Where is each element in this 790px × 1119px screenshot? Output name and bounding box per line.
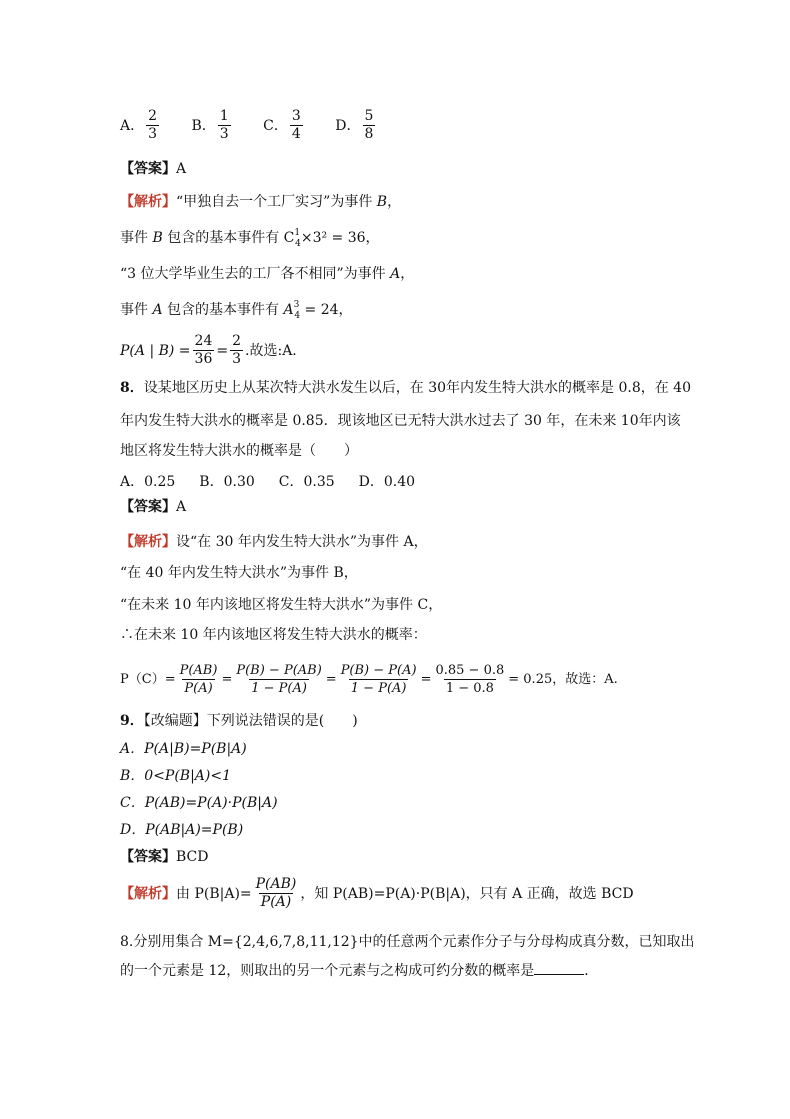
equals: =: [325, 671, 337, 687]
text: 事件: [120, 302, 153, 318]
equals: =: [221, 671, 233, 687]
analysis-text: 设“在 30 年内发生特大洪水”为事件 A，: [176, 534, 428, 550]
fraction: [178, 662, 220, 697]
text: .故选:A.: [245, 342, 297, 359]
denominator: P(A): [184, 681, 213, 696]
option-a: A．0.25: [120, 474, 176, 490]
fraction: [254, 876, 299, 911]
q7-analysis-line2: [120, 228, 380, 250]
numerator: 3: [291, 108, 301, 124]
variable: A: [152, 302, 163, 318]
option-letter: B．: [191, 117, 216, 134]
q8-analysis-line3: [120, 595, 442, 615]
numerator: 5: [364, 108, 374, 124]
numerator: P(AB): [255, 876, 297, 892]
q7-option-a: [120, 108, 161, 143]
text: = 24，: [300, 302, 353, 318]
q8-analysis-line1: [120, 532, 428, 552]
option-letter: C．: [263, 117, 288, 134]
numerator: 2: [232, 333, 242, 349]
q7-options: [120, 108, 403, 143]
option-b: B．0.30: [199, 474, 255, 490]
numerator: P(B) − P(AB): [236, 663, 322, 678]
answer-value: BCD: [176, 849, 209, 865]
denominator: P(A): [260, 894, 292, 910]
question-text: 设某地区历史上从某次特大洪水发生以后，在 30年内发生特大洪水的概率是 0.8，在 40: [143, 380, 691, 396]
option-d: D．0.40: [358, 474, 416, 490]
fraction: [230, 333, 243, 368]
option-c: C．0.35: [278, 474, 335, 490]
q7-analysis-line3: “3 位大学毕业生去的工厂各不相同”为事件 A，: [120, 266, 415, 282]
q9-option-a: A．P(A|B)=P(B|A): [120, 741, 247, 757]
denominator: 3: [148, 126, 158, 142]
q9-stem: [120, 711, 358, 731]
q8-stem-line3: [120, 441, 358, 461]
denominator: 1 − P(A): [350, 681, 407, 696]
q9-option-d: D．P(AB|A)=P(B): [120, 822, 244, 838]
q8-analysis-line2: [120, 563, 358, 583]
fraction: [339, 662, 419, 697]
text: ×3² = 36，: [300, 230, 380, 246]
denominator: 3: [232, 351, 242, 367]
text: 包含的基本事件有: [162, 230, 284, 246]
text: ．: [584, 963, 599, 979]
answer-tag: 【答案】: [120, 849, 176, 865]
question-number: 9．: [120, 713, 144, 729]
fraction: [234, 662, 323, 697]
q8-answer: [120, 497, 186, 517]
numerator: 24: [194, 333, 213, 349]
fraction: [193, 333, 215, 368]
answer-tag: 【答案】: [120, 161, 176, 177]
subscript: 4: [294, 311, 301, 321]
q10-stem-line2: [120, 960, 598, 981]
q8-formula: [120, 662, 618, 697]
q8-stem-line1: [120, 378, 691, 398]
answer-tag: 【答案】: [120, 499, 176, 515]
subscript: 4: [295, 239, 301, 249]
q9-answer: [120, 847, 208, 867]
denominator: 1 − P(A): [251, 681, 307, 696]
denominator: 8: [364, 126, 374, 142]
arrangement-symbol: A: [283, 302, 294, 318]
text: 包含的基本事件有: [162, 302, 284, 318]
q9-option-b: B．0<P(B|A)<1: [120, 768, 232, 784]
numerator: P(AB): [179, 663, 218, 678]
text: ，知 P(AB)=P(A)·P(B|A)，只有 A 正确，故选 BCD: [300, 885, 634, 902]
q7-option-d: [335, 108, 377, 143]
question-number: 8．: [120, 380, 144, 396]
q7-analysis-line4: [120, 300, 353, 322]
option-letter: A．: [120, 117, 145, 134]
denominator: 3: [219, 126, 229, 142]
numerator: 2: [148, 108, 158, 124]
answer-value: A: [176, 161, 187, 177]
fraction: [290, 108, 303, 143]
answer-blank[interactable]: [534, 960, 584, 975]
fraction: [146, 108, 159, 143]
option-letter: D．: [335, 117, 361, 134]
numerator: 0.85 − 0.8: [435, 663, 505, 678]
equals: =: [216, 342, 229, 359]
text: “3 位大学毕业生去的工厂各不相同”为事件: [120, 266, 391, 282]
question-text: 年内发生特大洪水的概率是 0.85．现该地区已无特大洪水过去了 30 年，在未来 10年内该: [120, 413, 681, 429]
answer-value: A: [176, 499, 187, 515]
variable: B: [376, 194, 388, 210]
q7-answer: [120, 159, 186, 179]
q7-option-b: [192, 108, 233, 143]
analysis-tag: 【解析】: [120, 885, 176, 902]
superscript: 3: [293, 300, 300, 310]
q7-analysis-line1: 【解析】“甲独自去一个工厂实习”为事件 B，: [120, 194, 402, 210]
analysis-text: “在未来 10 年内该地区将发生特大洪水”为事件 C，: [120, 597, 443, 613]
analysis-text: “甲独自去一个工厂实习”为事件: [176, 194, 377, 210]
numerator: P(B) − P(A): [340, 663, 417, 678]
fraction: [218, 108, 231, 143]
question-tag: 【改编题】: [143, 713, 207, 729]
fraction: [433, 662, 506, 697]
question-text: 的一个元素是 12，则取出的另一个元素与之构成可约分数的概率是: [120, 963, 535, 979]
fraction: [363, 108, 376, 143]
q10-stem-line1: [120, 932, 695, 952]
q7-option-c: [263, 108, 305, 143]
analysis-tag: 【解析】: [120, 194, 176, 210]
q7-analysis-line5: [120, 333, 297, 368]
analysis-text: ∴在未来 10 年内该地区将发生特大洪水的概率：: [120, 627, 427, 643]
question-text: 8.分别用集合 M={2,4,6,7,8,11,12}中的任意两个元素作分子与分母构成真分数，已知取出: [120, 934, 695, 950]
denominator: 1 − 0.8: [445, 681, 494, 696]
denominator: 36: [194, 351, 213, 367]
q8-stem-line2: [120, 411, 681, 431]
q8-analysis-line4: [120, 625, 427, 645]
question-text: 下列说法错误的是( ): [206, 713, 358, 729]
numerator: 1: [219, 108, 229, 124]
variable: A: [390, 266, 401, 282]
q9-option-c: C．P(AB)=P(A)·P(B|A): [120, 795, 278, 811]
text: 由 P(B|A)=: [176, 885, 252, 902]
equals: =: [420, 671, 432, 687]
denominator: 4: [291, 126, 301, 142]
superscript: 1: [294, 228, 301, 238]
text: 事件: [120, 230, 153, 246]
q9-analysis: [120, 876, 634, 911]
q8-options: [120, 472, 415, 492]
variable: B: [152, 230, 163, 246]
analysis-text: “在 40 年内发生特大洪水”为事件 B，: [120, 565, 358, 581]
formula-lhs: P(A | B) =: [120, 342, 191, 359]
analysis-tag: 【解析】: [120, 534, 176, 550]
question-text: 地区将发生特大洪水的概率是（ ）: [120, 443, 358, 459]
text: = 0.25，故选：A.: [508, 671, 618, 687]
combination-symbol: C: [283, 230, 295, 246]
formula-lhs: P（C）=: [120, 671, 176, 687]
